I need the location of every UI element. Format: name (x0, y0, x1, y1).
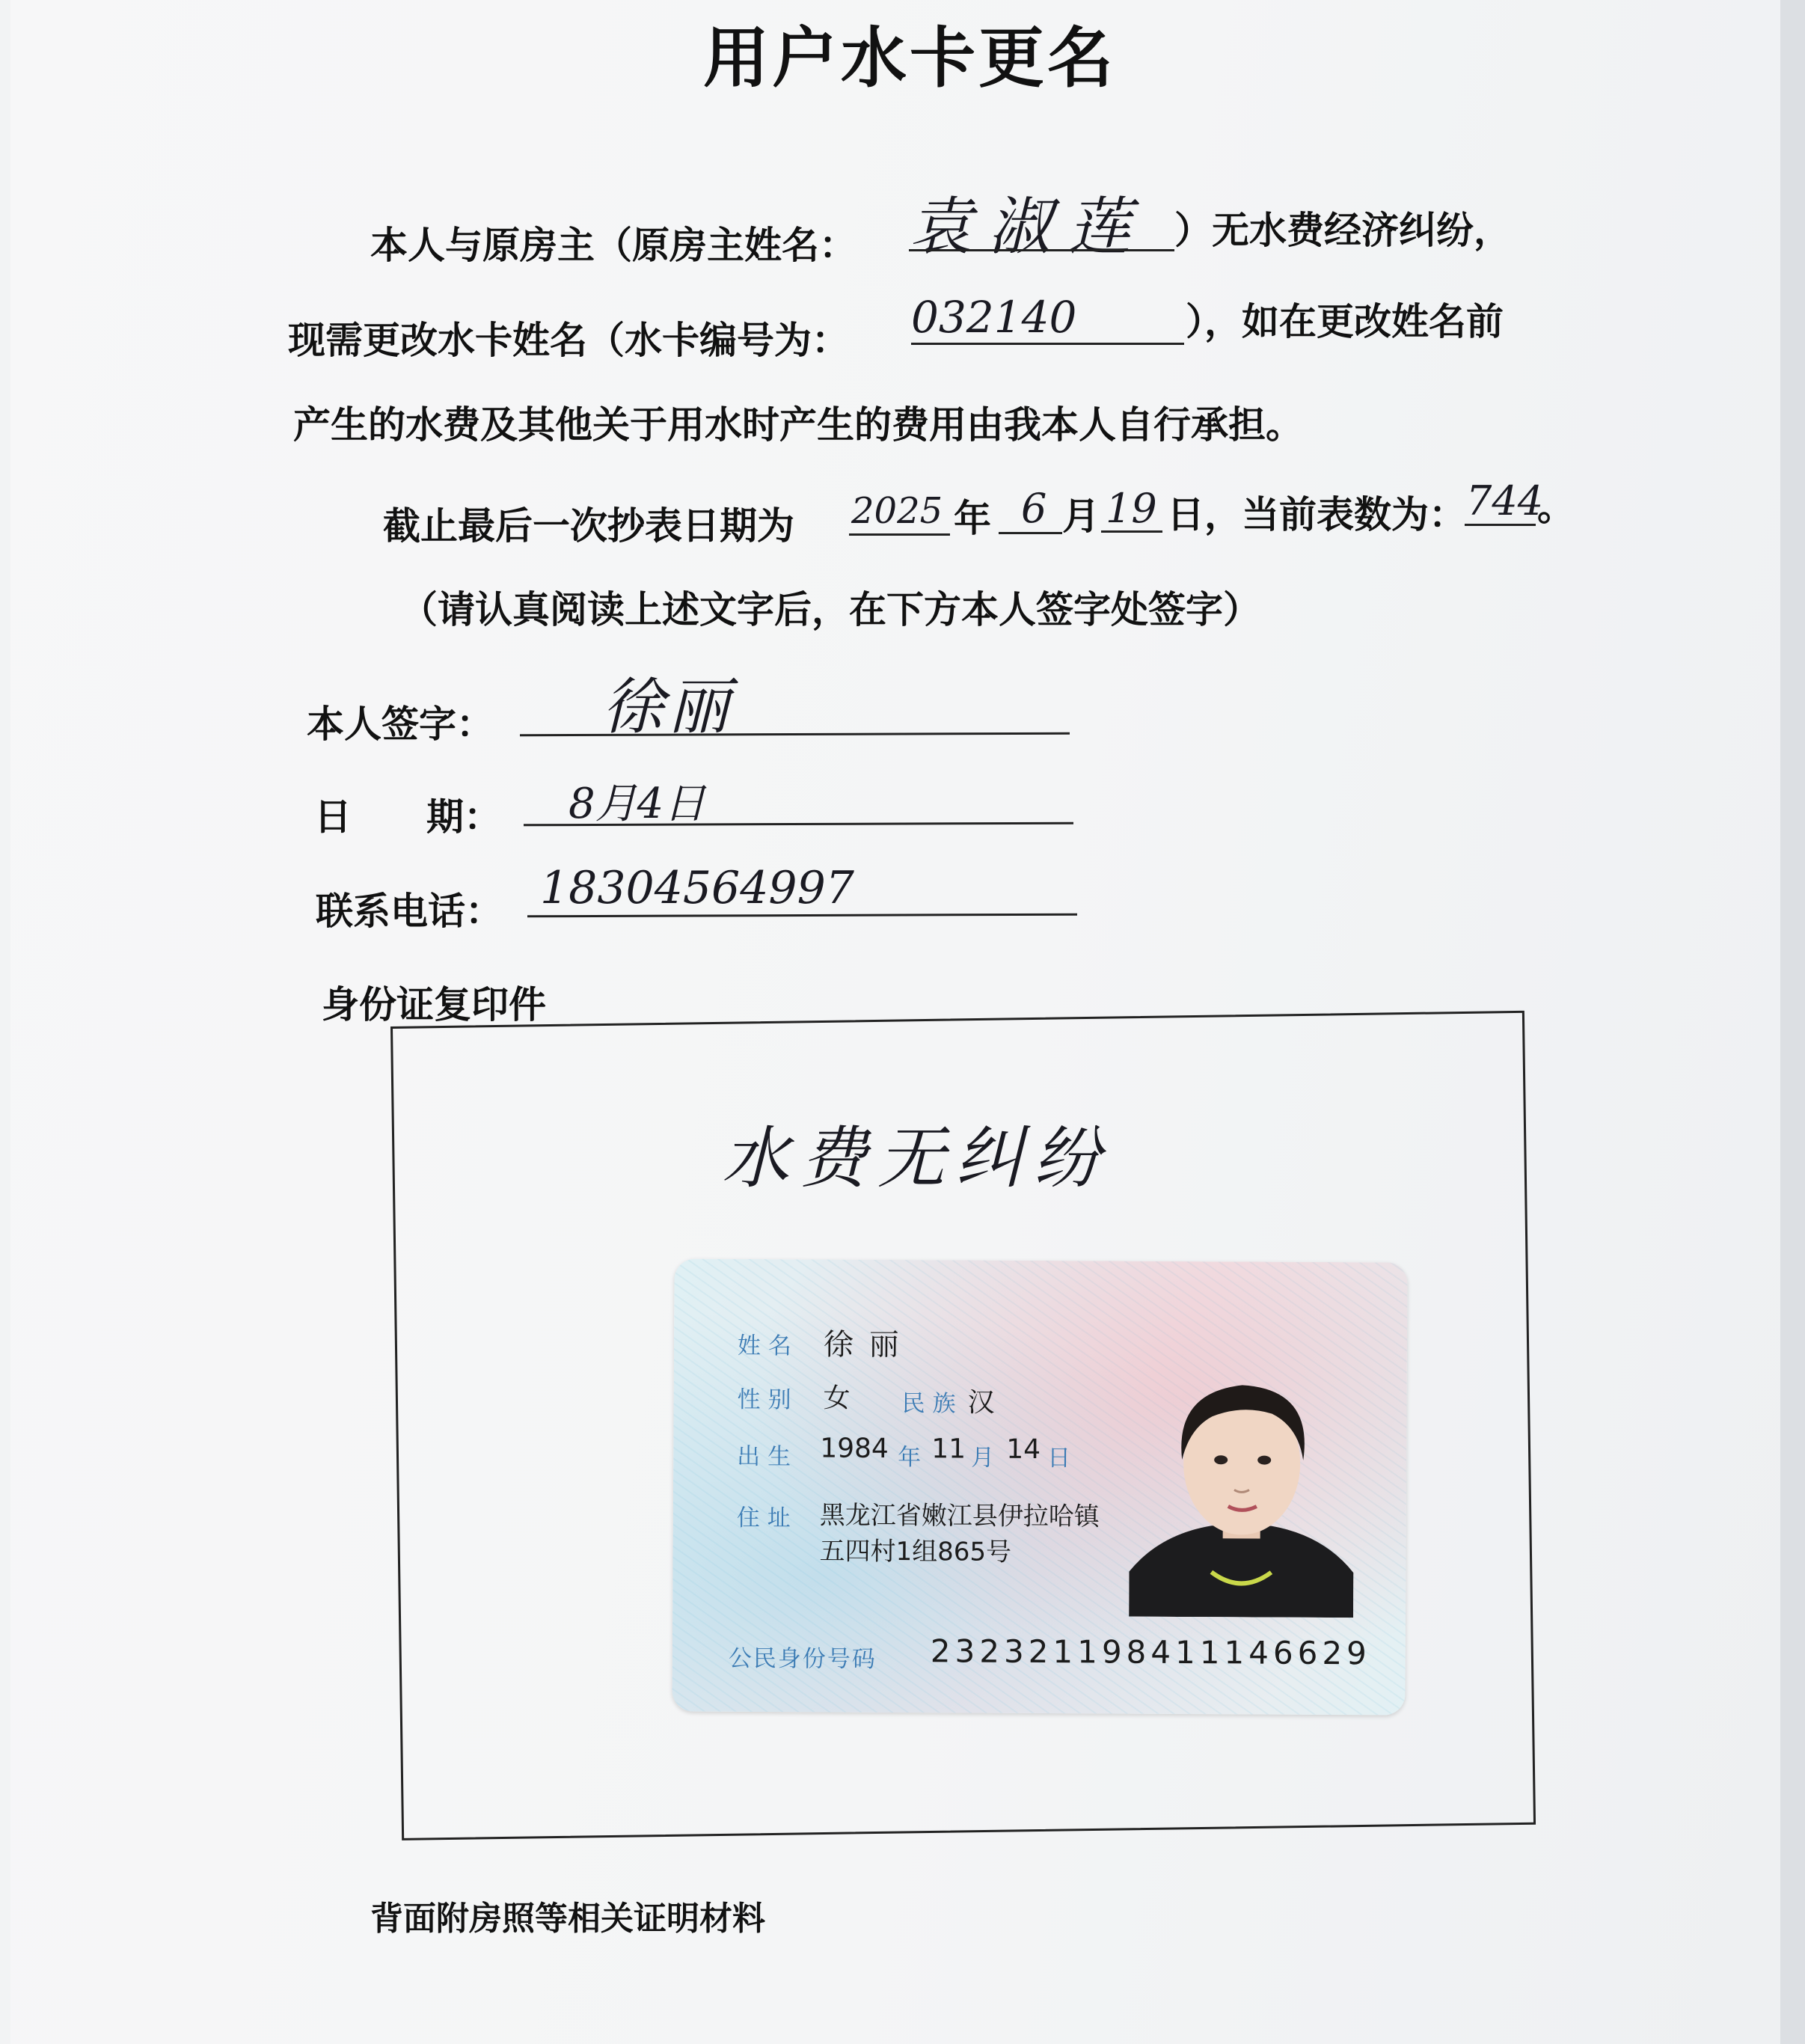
footer-note: 背面附房照等相关证明材料 (370, 1900, 765, 1938)
id-photo (1129, 1347, 1355, 1618)
paragraph-line3: 产生的水费及其他关于用水时产生的费用由我本人自行承担。 (293, 403, 1303, 447)
owner-name-handwritten: 袁淑莲 (909, 190, 1147, 263)
id-sex-label: 性别 (737, 1386, 799, 1414)
owner-name-underline (909, 249, 1174, 251)
card-number-underline (911, 343, 1184, 345)
id-address-label: 住址 (736, 1504, 798, 1532)
id-birth-label: 出生 (737, 1442, 799, 1471)
id-name-label: 姓名 (737, 1332, 800, 1360)
id-birth-month: 11 (931, 1433, 966, 1465)
paragraph-line1-end: ）无水费经济纠纷， (1174, 209, 1511, 252)
reading-day-underline (1101, 530, 1162, 533)
date-handwritten: 8月4日 (569, 780, 706, 828)
year-label: 年 (954, 497, 991, 540)
document-title: 用户水卡更名 (703, 19, 1117, 97)
id-address-line2: 五四村1组865号 (819, 1536, 1012, 1567)
id-birth-day: 14 (1006, 1433, 1041, 1466)
reading-day-handwritten: 19 (1106, 485, 1157, 532)
paragraph-line4-start: 截止最后一次抄表日期为 (383, 504, 794, 548)
id-birth-day-unit: 日 (1047, 1445, 1071, 1472)
paragraph-line1-start: 本人与原房主（原房主姓名： (370, 224, 856, 267)
id-birth-month-unit: 月 (971, 1444, 995, 1472)
id-birth-year-unit: 年 (898, 1444, 922, 1472)
id-address-line1: 黑龙江省嫩江县伊拉哈镇 (819, 1500, 1100, 1532)
id-number-label: 公民身份号码 (728, 1644, 877, 1673)
phone-label: 联系电话： (316, 890, 503, 933)
id-card (672, 1258, 1407, 1715)
id-birth-year: 1984 (820, 1433, 889, 1464)
instruction-note: （请认真阅读上述文字后，在下方本人签字处签字） (400, 588, 1260, 631)
meter-reading-handwritten: 744 (1466, 477, 1544, 524)
paragraph-line4-day: 日，当前表数为： (1167, 493, 1466, 536)
id-ethnic-value: 汉 (967, 1387, 995, 1419)
card-number-handwritten: 032140 (911, 292, 1077, 343)
signature-label: 本人签字： (307, 703, 494, 746)
paragraph-line2-end: ），如在更改姓名前 (1186, 300, 1504, 343)
box-handwritten-note: 水费无纠纷 (722, 1119, 1111, 1198)
reading-year-underline (849, 533, 950, 536)
id-ethnic-label: 民族 (901, 1390, 963, 1418)
id-number-value: 232321198411146629 (930, 1633, 1371, 1672)
reading-month-handwritten: 6 (1021, 485, 1047, 532)
meter-reading-underline (1465, 524, 1536, 526)
paragraph-line2-start: 现需更改水卡姓名（水卡编号为： (288, 319, 849, 362)
month-label: 月 (1062, 495, 1100, 538)
id-sex-value: 女 (823, 1383, 851, 1414)
signature-handwritten: 徐丽 (602, 672, 734, 743)
date-label: 日 期： (314, 795, 501, 839)
phone-handwritten: 18304564997 (540, 862, 854, 914)
reading-year-handwritten: 2025 (851, 490, 943, 532)
reading-month-underline (999, 532, 1062, 534)
id-name-value: 徐 丽 (823, 1327, 902, 1363)
id-copy-label: 身份证复印件 (322, 983, 546, 1026)
paragraph-line4-end: 。 (1537, 486, 1575, 529)
background-edge (1780, 0, 1805, 2044)
